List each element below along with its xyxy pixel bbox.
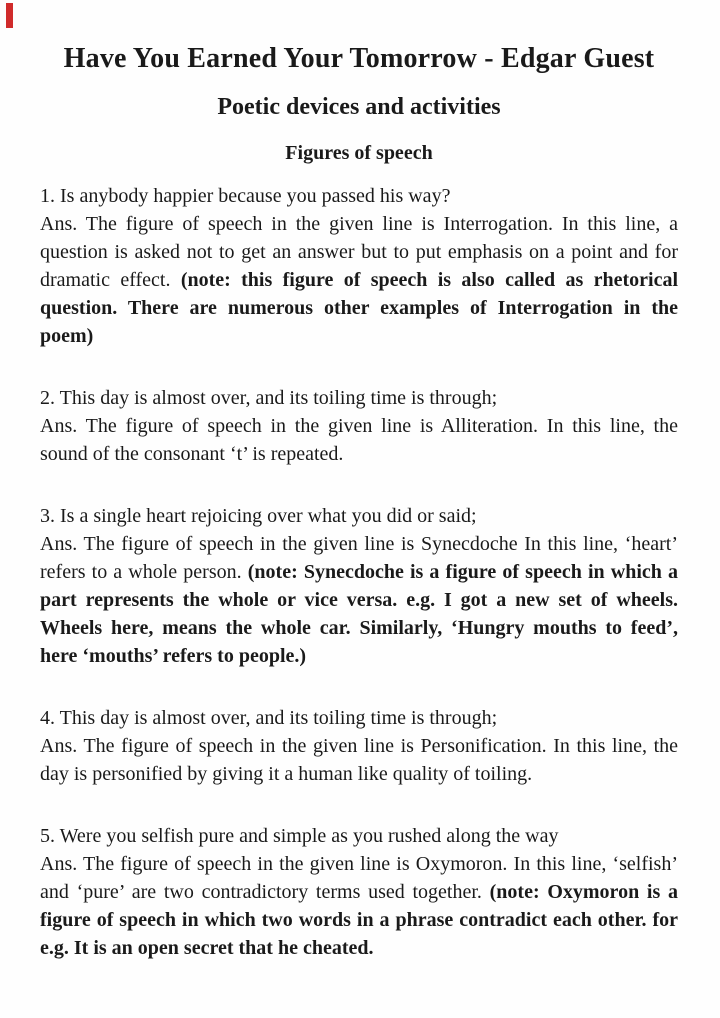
page-subtitle: Poetic devices and activities (217, 94, 501, 120)
answer-paragraph (40, 732, 678, 788)
red-marker (6, 3, 13, 28)
qa-item-5 (40, 822, 678, 962)
answer-paragraph (40, 530, 678, 670)
qa-item-1 (40, 182, 678, 350)
answer-bold-note: (note: Synecdoche is a figure of speech in which a part represents the whole or vice versa. e.g. I got a new set of wheels. Wheels here, means the whole car. Similarly, ‘Hungry mouths to feed’, here ‘mouths’ refers to people.) (40, 561, 678, 667)
qa-item-3 (40, 502, 678, 670)
question-line: 3. Is a single heart rejoicing over what you did or said; (40, 505, 477, 527)
page-title: Have You Earned Your Tomorrow - Edgar Guest (63, 43, 655, 74)
answer-regular-text: Ans. The figure of speech in the given line is Alliteration. In this line, the sound of the consonant ‘t’ is repeated. (40, 415, 678, 465)
answer-regular-text: Ans. The figure of speech in the given line is Personification. In this line, the day is personified by giving it a human like quality of toiling. (40, 735, 678, 785)
qa-item-2 (40, 384, 678, 468)
question-line: 4. This day is almost over, and its toiling time is through; (40, 707, 498, 729)
answer-paragraph (40, 412, 678, 468)
question-line: 2. This day is almost over, and its toiling time is through; (40, 387, 498, 409)
question-line: 5. Were you selfish pure and simple as you rushed along the way (40, 825, 559, 847)
answer-paragraph (40, 210, 678, 350)
section-heading: Figures of speech (285, 142, 433, 164)
answer-regular-text: Ans. The figure of speech in the given line is Synecdoche In this line, ‘heart’ refers to a whole person. (40, 533, 678, 583)
answer-paragraph (40, 850, 678, 962)
answer-regular-text: Ans. The figure of speech in the given line is Oxymoron. In this line, ‘selfish’ and ‘pure’ are two contradictory terms used together. (40, 853, 678, 903)
question-line: 1. Is anybody happier because you passed his way? (40, 185, 451, 207)
answer-bold-note: (note: this figure of speech is also called as rhetorical question. There are numerous other examples of Interrogation in the poem) (40, 269, 678, 347)
qa-item-4 (40, 704, 678, 788)
answer-bold-note: (note: Oxymoron is a figure of speech in which two words in a phrase contradict each other. for e.g. It is an open secret that he cheated. (40, 881, 678, 959)
answer-regular-text: Ans. The figure of speech in the given line is Interrogation. In this line, a question is asked not to get an answer but to put emphasis on a point and for dramatic effect. (40, 213, 678, 291)
